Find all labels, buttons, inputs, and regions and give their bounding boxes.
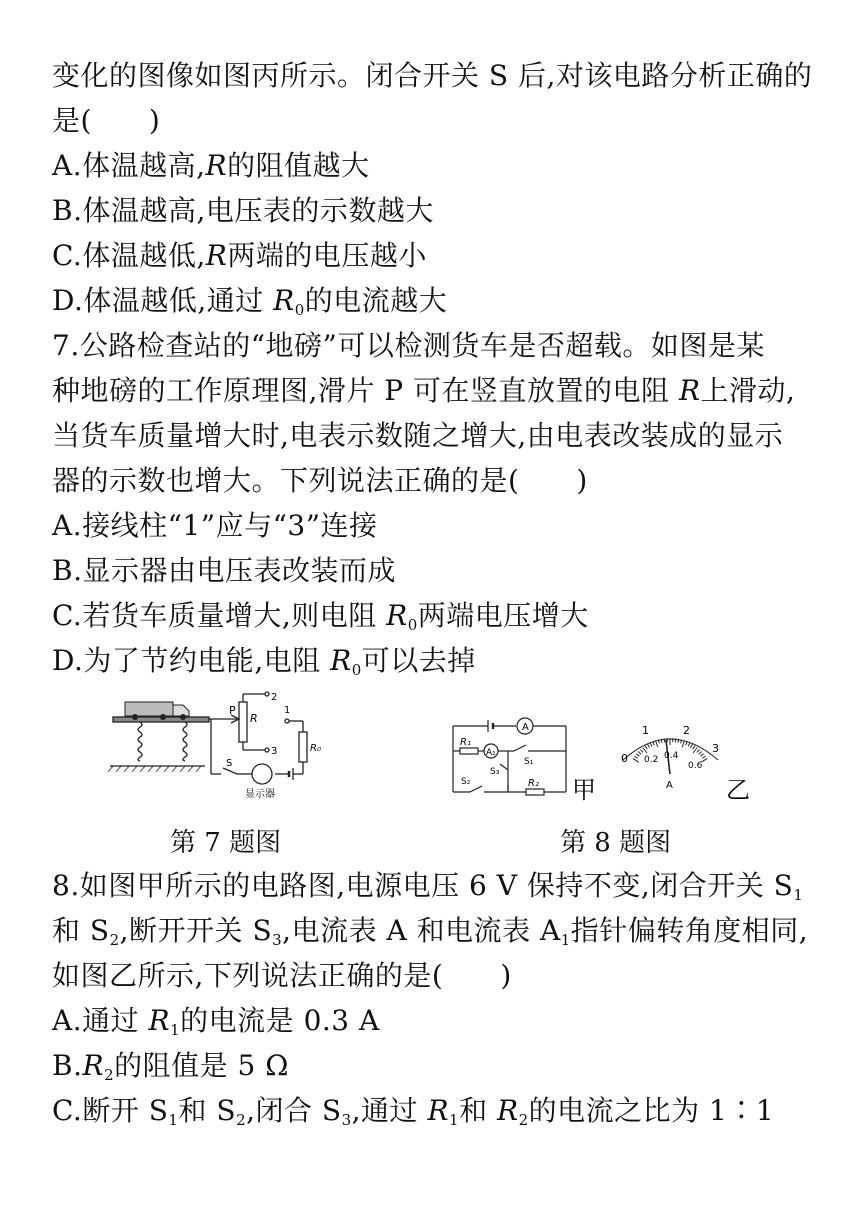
q7-option-d: D.为了节约电能,电阻 $R_0$可以去掉: [52, 644, 476, 679]
label-yi: 乙: [726, 776, 750, 804]
q7-stem-line3: 当货车质量增大时,电表示数随之增大,由电表改装成的显示: [52, 419, 784, 452]
figure-8-circuit-diagram: [448, 712, 758, 804]
label-ammeter-a: A: [522, 722, 529, 733]
dial-label-0-2: 0.2: [644, 755, 659, 765]
q6-option-d: D.体温越低,通过 $R_0$的电流越大: [52, 284, 448, 319]
label-terminal-3: 3: [271, 746, 278, 757]
q7-option-b: B.显示器由电压表改装而成: [52, 554, 396, 587]
q7-stem-line2: 种地磅的工作原理图,滑片 P 可在竖直放置的电阻 R上滑动,: [52, 374, 796, 407]
label-r: R: [250, 712, 258, 725]
figure-8-caption: 第 8 题图: [560, 828, 672, 858]
q6-option-b: B.体温越高,电压表的示数越大: [52, 194, 434, 227]
label-terminal-2: 2: [271, 692, 278, 703]
label-switch-s: S: [226, 758, 233, 769]
q6-option-a: A.体温越高,R的阻值越大: [52, 149, 370, 182]
q7-stem-line4: 器的示数也增大。下列说法正确的是( ): [52, 464, 588, 497]
dial-label-0-6: 0.6: [688, 761, 703, 771]
q8-stem-line3: 如图乙所示,下列说法正确的是( ): [52, 959, 512, 992]
q7-option-c: C.若货车质量增大,则电阻 $R_0$两端电压增大: [52, 599, 589, 634]
label-s3: S₃: [490, 767, 500, 777]
q8-option-a: A.通过 $R_1$的电流是 0.3 A: [52, 1004, 380, 1039]
figure-7-caption: 第 7 题图: [170, 828, 282, 858]
q8-option-b: $B.R_2$的阻值是 5 Ω: [52, 1049, 289, 1084]
q8-stem-line1: 8.如图甲所示的电路图,电源电压 6 V 保持不变,闭合开关 $S_1$: [52, 869, 804, 904]
q6-stem-line1: 变化的图像如图丙所示。闭合开关 S 后,对该电路分析正确的: [52, 59, 813, 92]
figure-7-weighbridge-diagram: [105, 688, 335, 803]
label-s1: S₁: [524, 757, 534, 767]
q7-option-a: A.接线柱“1”应与“3”连接: [52, 509, 378, 542]
q6-option-c: C.体温越低,R两端的电压越小: [52, 239, 427, 272]
dial-label-1: 1: [642, 724, 649, 737]
label-p: P: [229, 704, 236, 717]
label-terminal-1: 1: [284, 705, 291, 716]
dial-label-0-4: 0.4: [664, 751, 679, 761]
label-jia: 甲: [572, 776, 596, 804]
dial-label-0: 0: [621, 752, 628, 765]
dial-label-3: 3: [712, 742, 719, 755]
q8-stem-line2: 和 $S_2$,断开开关 $S_3$,电流表 A 和电流表 $A_1$指针偏转角度相同,: [52, 914, 809, 949]
q8-option-c: C.断开 $S_1$和 $S_2$,闭合 $S_3$,通过 $R_1$和 $R_2$的电流之比为 1∶1: [52, 1094, 775, 1129]
dial-label-unit-a: A: [666, 780, 673, 791]
label-r1: R₁: [460, 737, 471, 748]
label-ammeter-a1: A₁: [486, 748, 496, 758]
label-s2: S₂: [461, 777, 471, 787]
q7-stem-line1: 7.公路检查站的“地磅”可以检测货车是否超载。如图是某: [52, 329, 765, 362]
q6-stem-line2: 是( ): [52, 104, 161, 137]
label-r2: R₂: [528, 778, 539, 789]
label-r0: R₀: [310, 743, 321, 754]
dial-label-2: 2: [683, 724, 690, 737]
label-display: 显示器: [245, 789, 275, 800]
